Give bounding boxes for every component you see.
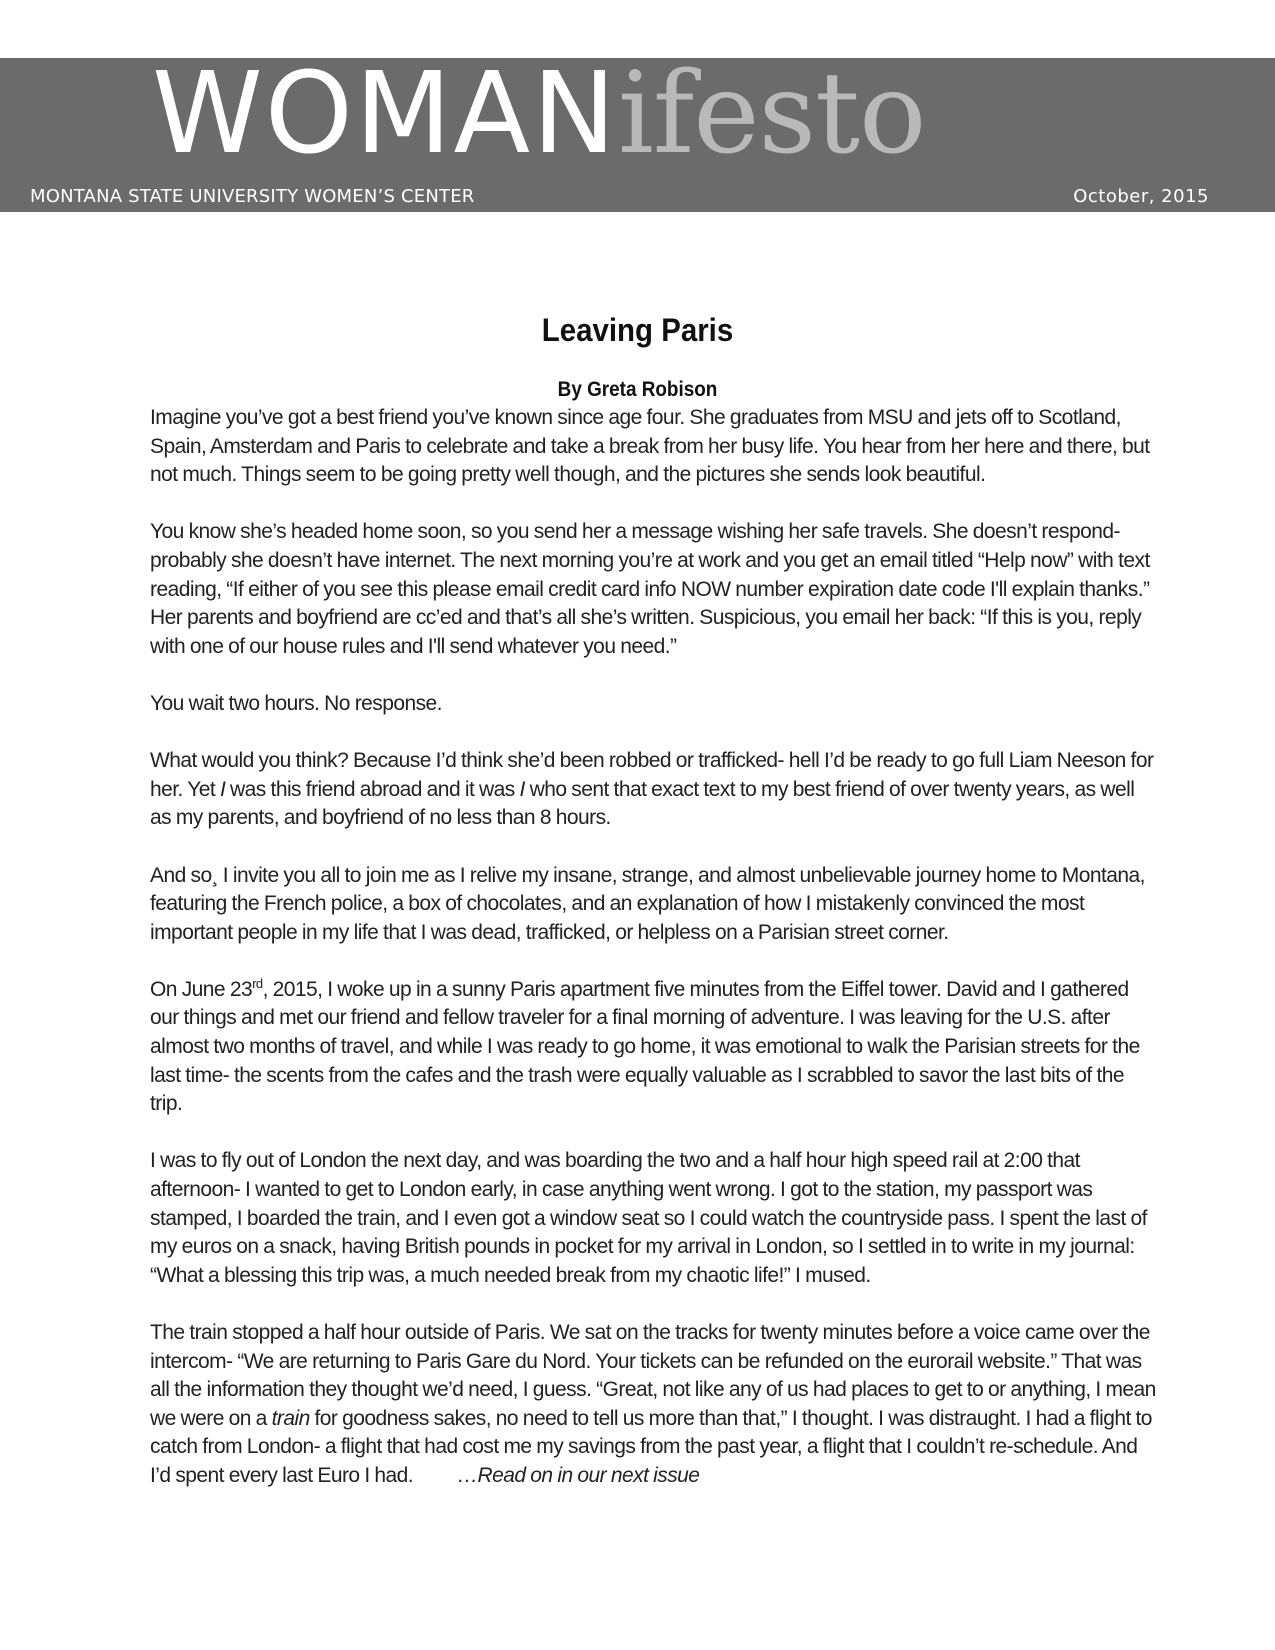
paragraph-6 [150, 976, 1156, 1119]
paragraph-8 [150, 1319, 1156, 1491]
paragraph-2: You know she’s headed home soon, so you send her a message wishing her safe travels. She doesn’t respond- probably she doesn’t have internet. The next morning you’re at work and you get an email titled “Help now” with text reading, “If either of you see this please email credit card info NOW number expiration date code I'll explain thanks.” Her parents and boyfriend are cc’ed and that’s all she’s written. Suspicious, you email her back: “If this is you, reply with one of our house rules and I'll send whatever you need.” [150, 520, 1150, 658]
paragraph-5: And so¸ I invite you all to join me as I relive my insane, strange, and almost unbelievable journey home to Montana, featuring the French police, a box of chocolates, and an explanation of how I mistakenly convinced the most important people in my life that I was dead, trafficked, or helpless on a Parisian street corner. [150, 863, 1145, 944]
article-body [150, 404, 1156, 1491]
article-title: Leaving Paris [541, 312, 734, 348]
paragraph-4-part-3: who sent that exact text to my best friend of over twenty years, as well as my parents, and boyfriend of no less than 8 hours. [150, 777, 1135, 830]
paragraph-1: Imagine you’ve got a best friend you’ve known since age four. She graduates from MSU and jets off to Scotland, Spain, Amsterdam and Paris to celebrate and take a break from her busy life. You hear from her here and there, but not much. Things seem to be going pretty well though, and the pictures she sends look beautiful. [150, 406, 1150, 487]
paragraph-8-part-1: The train stopped a half hour outside of Paris. We sat on the tracks for twenty minutes before a voice came over the intercom- “We are returning to Paris Gare du Nord. Your tickets can be refunded on the eurorail website.” That was all the information they thought we’d need, I guess. “Great, not like any of us had places to get to or anything, I mean we were on a [150, 1321, 1156, 1430]
paragraph-7: I was to fly out of London the next day, and was boarding the two and a half hour high speed rail at 2:00 that afternoon- I wanted to get to London early, in case anything went wrong. I got to the station, my passport was stamped, I boarded the train, and I even got a window seat so I could watch the countryside pass. I spent the last of my euros on a snack, having British pounds in pocket for my arrival in London, so I settled in to write in my journal: “What a blessing this trip was, a much needed break from my chaotic life!” I mused. [150, 1149, 1147, 1287]
ordinal-suffix: rd [252, 975, 263, 991]
organization-name: MONTANA STATE UNIVERSITY WOMEN’S CENTER [30, 186, 475, 207]
newsletter-logo [152, 49, 926, 179]
paragraph-4-part-1: What would you think? Because I’d think she’d been robbed or trafficked- hell I’d be ready to go full Liam Neeson for her. Yet [150, 749, 1154, 801]
paragraph-3: You wait two hours. No response. [150, 691, 442, 715]
paragraph-4-part-2: was this friend abroad and it was [225, 777, 520, 801]
logo-suffix-text: ifesto [617, 49, 926, 179]
continued-notice: …Read on in our next issue [457, 1463, 700, 1487]
logo-main-text: WOMAN [152, 49, 618, 179]
paragraph-4-italic-1: I [219, 777, 226, 801]
article-byline: By Greta Robison [557, 378, 718, 401]
paragraph-6-part-2: , 2015, I woke up in a sunny Paris apartment five minutes from the Eiffel tower. David and I gathered our things and met our friend and fellow traveler for a final morning of adventure. I was leaving for the U.S. after almost two months of travel, and while I was ready to go home, it was emotional to walk the Parisian streets for the last time- the scents from the cafes and the trash were equally valuable as I scrabbled to savor the last bits of the trip. [150, 977, 1140, 1116]
masthead-banner [0, 49, 1275, 212]
paragraph-4-italic-2: I [519, 777, 525, 801]
paragraph-4 [150, 747, 1156, 833]
paragraph-6-part-1: On June 23 [150, 977, 253, 1001]
paragraph-8-part-2: for goodness sakes, no need to tell us more than that,” I thought. I was distraught. I had a flight to catch from London- a flight that had cost me my savings from the past year, a flight that I couldn’t re-schedule. And I’d spent every last Euro I had. [150, 1406, 1152, 1487]
paragraph-8-italic: train [271, 1406, 310, 1430]
issue-date: October, 2015 [1073, 186, 1209, 207]
